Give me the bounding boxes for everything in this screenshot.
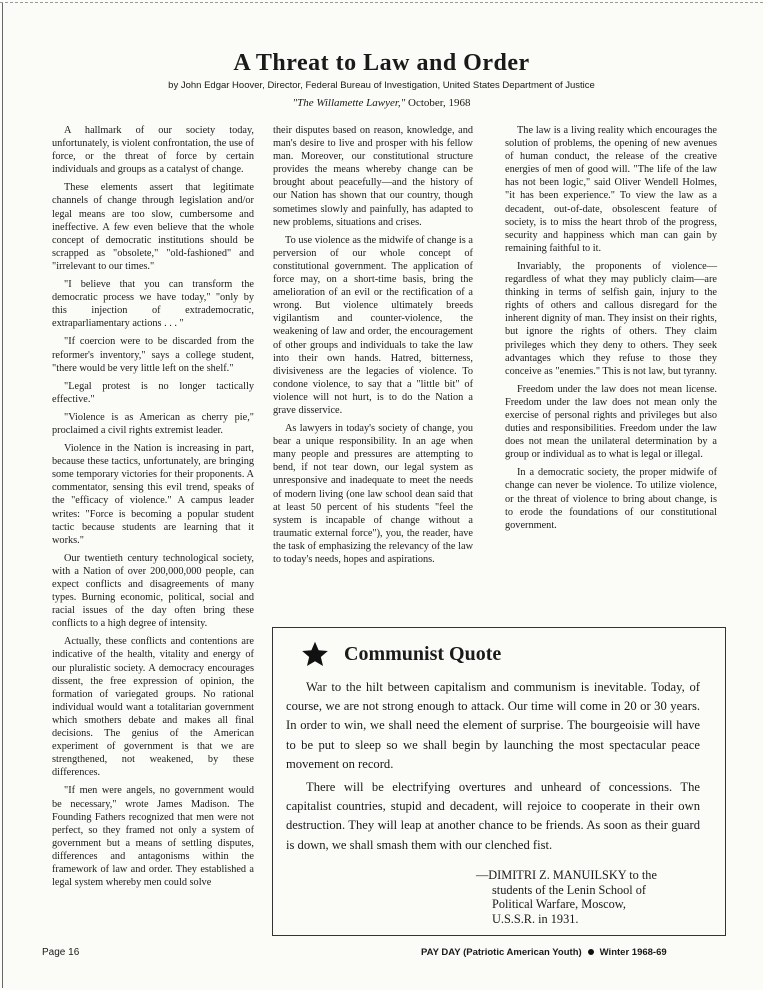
paragraph: These elements assert that legitimate channels of change through legislation and/or legal means are too slow, cumbersome and ineffective. A few even believe that the whole concept of democratic institutions should be scrapped as "obsolete," "old-fashioned" and "irrelevant to our times." [52,182,254,272]
article-byline: by John Edgar Hoover, Director, Federal Bureau of Investigation, United States Department of Justice [168,80,595,91]
paragraph: "If coercion were to be discarded from the reformer's inventory," says a college student, "there would be very little left on the shelf." [52,336,254,374]
paragraph: In a democratic society, the proper midwife of change can never be violence. To utilize violence, or the threat of violence to bring about change, is to erode the foundations of our constitutional government. [505,467,717,531]
paragraph: "Violence is as American as cherry pie," proclaimed a civil rights extremist leader. [52,411,254,436]
quote-box-title: Communist Quote [344,642,502,665]
footer-publication: PAY DAY (Patriotic American Youth) [421,947,582,958]
paragraph: A hallmark of our society today, unfortunately, is violent confrontation, the use of force, or the threat of force by certain individuals and groups as a catalyst of change. [52,125,254,176]
quote-text [286,678,700,859]
paragraph: "Legal protest is no longer tactically effective." [52,380,254,405]
paragraph: their disputes based on reason, knowledge, and man's desire to live and prosper with his fellow man. Moreover, our constitutional structure provides the means whereby change can be brought about peacefully—and the history of our Nation has shown that our country, though sometimes slowly and painfully, has adapted to new problems, situations and crises. [273,125,473,228]
paragraph: Our twentieth century technological society, with a Nation of over 200,000,000 people, can expect conflicts and disagreements of many types. Burning economic, political, social and racial issues of the day often bring these conflicts to a high degree of intensity. [52,552,254,630]
column-1 [52,124,254,894]
paragraph: "If men were angels, no government would be necessary," wrote James Madison. The Founding Fathers recognized that men were not perfect, so they framed not only a system of government but a means of settling disputes, differences and antagonisms within the framework of law and order. They established a legal system whereby men could solve [52,785,254,889]
bullet-icon [588,949,594,955]
quote-box-header [301,636,501,672]
source-date: October, 1968 [408,97,471,109]
article-source [0,97,763,109]
paragraph: Invariably, the proponents of violence—regardless of what they may publicly claim—are thinking in terms of selfish gain, injury to the rights of others and callous disregard for the inherent dignity of man. They insist on their rights, but ignore the rights of others. They claim privileges which they deny to others. They seek advantages which they refuse to those they conceive as "enemies." This is not law, but tyranny. [505,260,717,377]
quote-paragraph: War to the hilt between capitalism and communism is inevitable. Today, of course, we are not strong enough to attack. Our time will come in 20 or 30 years. In order to win, we shall need the element of surprise. The bourgeoisie will have to be put to sleep so we shall begin by launching the most spectacular peace movement on record. [286,680,700,771]
paragraph: Violence in the Nation is increasing in part, because these tactics, unfortunately, are bringing some temporary victories for their proponents. A commentator, sensing this evil trend, speaks of the "efficacy of violence." A campus leader writes: "Force is becoming a popular student tactic because students are learning that it works." [52,443,254,546]
star-icon [301,640,329,668]
paragraph: "I believe that you can transform the democratic process we have today," "only by this injection of extrademocratic, extraparliamentary actions . . . " [52,279,254,330]
footer-issue: Winter 1968-69 [599,947,667,958]
paragraph: To use violence as the midwife of change is a perversion of our whole concept of constitutional government. The application of force may, on a short-time basis, bring the amelioration of an evil or the rectification of a wrong. But violence ultimately breeds vigilantism and counter-violence, the weakening of law and order, the encouragement of other groups and individuals to take the law into their own hands. Hatred, bitterness, divisiveness are the legacies of violence. To condone violence, to say that a "little bit" of violence will not hurt, is to do the Nation a grave disservice. [273,234,473,416]
paragraph: As lawyers in today's society of change, you bear a unique responsibility. In an age when many people and pressures are attempting to bend, if not tear down, our legal system as unresponsive and inadequate to meet the needs of modern living (one law school dean said that at least 50 percent of his students "feel the system is incapable of change without a traumatic external force"), you, the reader, have the task of emphasizing the relevancy of the law to today's needs, hopes and aspirations. [273,423,473,565]
paragraph: Freedom under the law does not mean license. Freedom under the law does not mean only the exercise of personal rights and privileges but also duties and responsibilities. Freedom under the law does not mean the unilateral determination by a group or individual as to what is legal or illegal. [505,383,717,461]
page-number: Page 16 [42,947,80,958]
left-border [2,3,3,988]
attribution-line: Political Warfare, Moscow, [492,897,626,911]
quote-paragraph: There will be electrifying overtures and unheard of concessions. The capitalist countries, stupid and decadent, will rejoice to cooperate in their own destruction. They will leap at another chance to be friends. As soon as their guard is down, we shall smash them with our clenched fist. [286,780,700,852]
quote-attribution [476,868,706,926]
attribution-line: U.S.S.R. in 1931. [492,911,579,926]
source-publication: "The Willamette Lawyer," [292,97,406,109]
attribution-line: students of the Lenin School of [492,882,647,897]
paragraph: The law is a living reality which encourages the solution of problems, the opening of new avenues of human conduct, the release of the creative energies of men of good will. "The life of the law has not been logic," said Oliver Wendell Holmes, "it has been experience." To view the law as a decadent, out-of-date, obsolescent feature of society, is to miss the heart throb of the progress, security and happiness which man can gain by remaining faithful to it. [505,125,717,254]
column-2 [273,124,473,571]
attribution-line: —DIMITRI Z. MANUILSKY to the [476,868,657,882]
communist-quote-box [272,627,726,936]
paragraph: Actually, these conflicts and contentions are indicative of the health, vitality and energy of our pluralistic society. A democracy encourages dissent, the free expression of opinion, the formation of variegated groups. No rational individual would want a totalitarian government which smothers debate and makes all final decisions. The genius of the American experiment of government is that we are strengthened, not weakened, by these differences. [52,636,254,779]
column-3 [505,124,717,537]
footer-publication-line [421,947,667,958]
article-title: A Threat to Law and Order [233,50,530,76]
top-border [0,2,763,3]
